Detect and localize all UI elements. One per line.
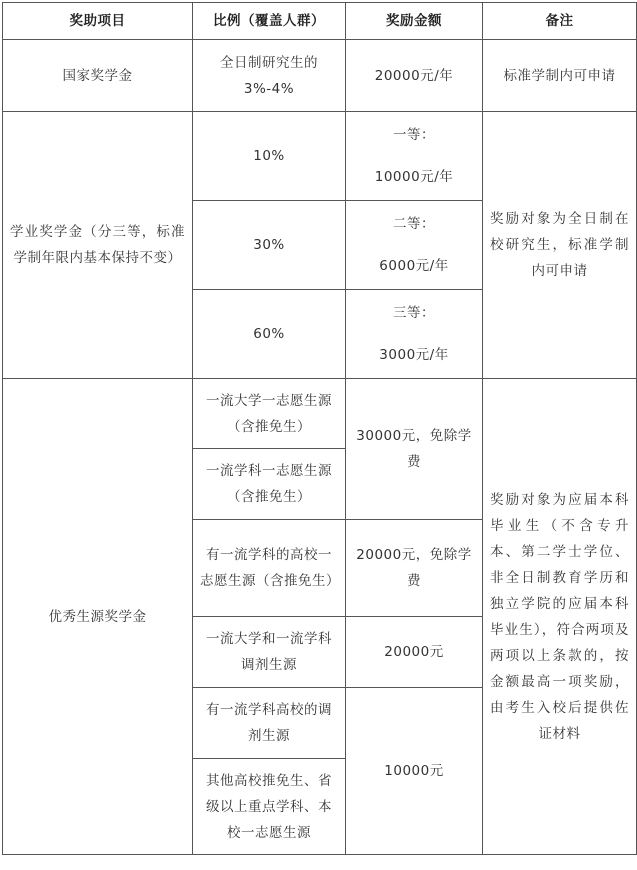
ratio-national: 全日制研究生的3%-4% — [193, 40, 346, 112]
header-note: 备注 — [483, 3, 637, 40]
note-national: 标准学制内可申请 — [483, 40, 637, 112]
amount-academic-2 — [346, 201, 483, 290]
header-project: 奖助项目 — [3, 3, 193, 40]
ratio-academic-3: 60% — [193, 290, 346, 379]
project-excellent: 优秀生源奖学金 — [3, 379, 193, 855]
ratio-excellent-1: 一流大学一志愿生源（含推免生） — [193, 379, 346, 449]
ratio-excellent-5: 有一流学科高校的调剂生源 — [193, 688, 346, 759]
amount-excellent-3: 20000元 — [346, 617, 483, 688]
level-academic-1: 一等： — [393, 127, 435, 143]
project-academic: 学业奖学金（分三等，标准学制年限内基本保持不变） — [3, 112, 193, 379]
value-academic-3: 3000元/年 — [379, 347, 449, 363]
header-ratio: 比例（覆盖人群） — [193, 3, 346, 40]
value-academic-2: 6000元/年 — [379, 258, 449, 274]
ratio-academic-2: 30% — [193, 201, 346, 290]
note-excellent: 奖励对象为应届本科毕业生（不含专升本、第二学士学位、非全日制教育学历和独立学院的应届本科毕业生），符合两项及两项以上条款的，按金额最高一项奖励，由考生入校后提供佐证材料 — [483, 379, 637, 855]
ratio-excellent-4: 一流大学和一流学科调剂生源 — [193, 617, 346, 688]
table-header-row — [3, 3, 637, 40]
ratio-excellent-2: 一流学科一志愿生源（含推免生） — [193, 449, 346, 520]
table-row-national — [3, 40, 637, 112]
project-national: 国家奖学金 — [3, 40, 193, 112]
header-amount: 奖励金额 — [346, 3, 483, 40]
level-academic-2: 二等： — [393, 216, 435, 232]
amount-national: 20000元/年 — [346, 40, 483, 112]
note-academic: 奖励对象为全日制在校研究生，标准学制内可申请 — [483, 112, 637, 379]
level-academic-3: 三等： — [393, 305, 435, 321]
table-row-academic-1 — [3, 112, 637, 201]
ratio-academic-1: 10% — [193, 112, 346, 201]
table-row-excellent-1 — [3, 379, 637, 449]
amount-academic-3 — [346, 290, 483, 379]
amount-academic-1 — [346, 112, 483, 201]
scholarship-table — [2, 2, 637, 855]
amount-excellent-1: 30000元，免除学费 — [346, 379, 483, 520]
amount-excellent-2: 20000元，免除学费 — [346, 520, 483, 617]
value-academic-1: 10000元/年 — [374, 169, 454, 185]
ratio-excellent-6: 其他高校推免生、省级以上重点学科、本校一志愿生源 — [193, 759, 346, 855]
amount-excellent-4: 10000元 — [346, 688, 483, 855]
ratio-excellent-3: 有一流学科的高校一志愿生源（含推免生） — [193, 520, 346, 617]
